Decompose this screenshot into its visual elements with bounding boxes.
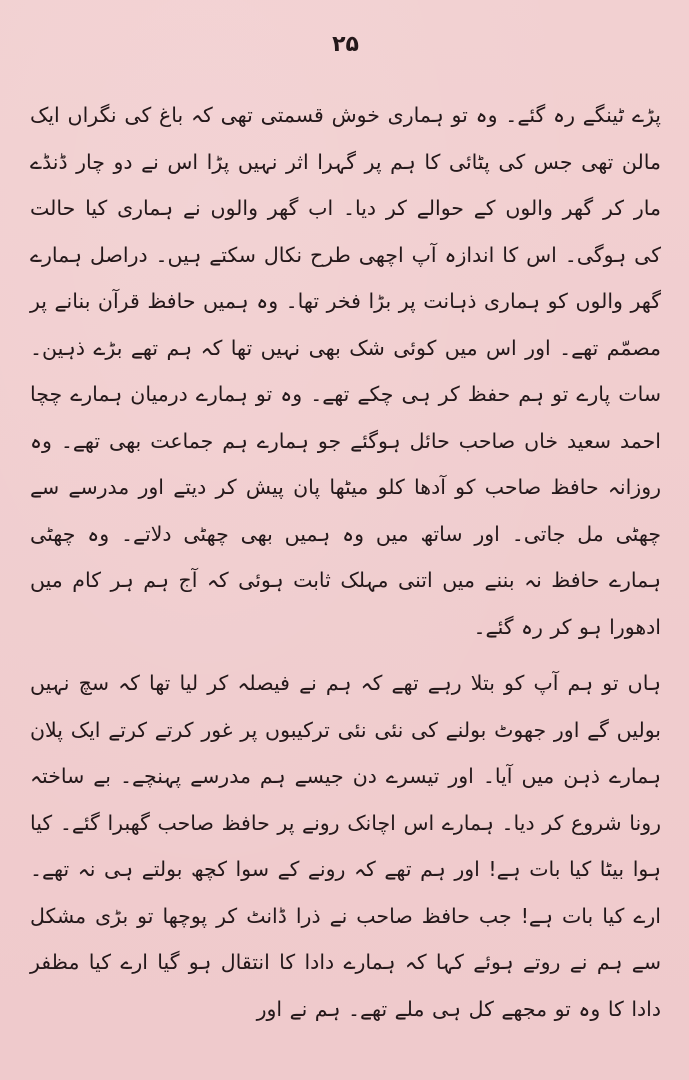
paragraph-2: ہاں تو ہم آپ کو بتلا رہے تھے کہ ہم نے فیصلہ کر لیا تھا کہ سچ نہیں بولیں گے اور جھوٹ بولنے کی نئی نئی ترکیبوں پر غور کرتے کرتے ایک پلان ہمارے ذہن میں آیا۔ اور تیسرے دن جیسے ہم مدرسے پہنچے۔ بے ساختہ رونا شروع کر دیا۔ ہمارے اس اچانک رونے پر حافظ صاحب گھبرا گئے۔ کیا ہوا بیٹا کیا بات ہے! اور ہم تھے کہ رونے کے سوا کچھ بولتے ہی نہ تھے۔ ارے کیا بات ہے! جب حافظ صاحب نے ذرا ڈانٹ کر پوچھا تو بڑی مشکل سے ہم نے روتے ہوئے کہا کہ ہمارے دادا کا انتقال ہو گیا ارے کیا مظفر دادا کا وہ تو مجھے کل ہی ملے تھے۔ ہم نے اور: [30, 671, 661, 1021]
page-number: ۲۵: [332, 32, 359, 57]
paragraph-1: پڑے ٹینگے رہ گئے۔ وہ تو ہماری خوش قسمتی تھی کہ باغ کی نگراں ایک مالن تھی جس کی پٹائی کا ہم پر گہرا اثر نہیں پڑا اس نے دو چار ڈنڈے مار کر گھر والوں کے حوالے کر دیا۔ اب گھر والوں نے ہماری کیا حالت کی ہوگی۔ اس کا اندازہ آپ اچھی طرح نکال سکتے ہیں۔ دراصل ہمارے گھر والوں کو ہماری ذہانت پر بڑا فخر تھا۔ وہ ہمیں حافظ قرآن بنانے پر مصمّم تھے۔ اور اس میں کوئی شک بھی نہیں تھا کہ ہم تھے بڑے ذہین۔ سات پارے تو ہم حفظ کر ہی چکے تھے۔ وہ تو ہمارے درمیان ہمارے چچا احمد سعید خاں صاحب حائل ہوگئے جو ہمارے ہم جماعت بھی تھے۔ وہ روزانہ حافظ صاحب کو آدھا کلو میٹھا پان پیش کر دیتے اور مدرسے سے چھٹی مل جاتی۔ اور ساتھ میں وہ ہمیں بھی چھٹی دلاتے۔ وہ چھٹی ہمارے حافظ نہ بننے میں اتنی مہلک ثابت ہوئی کہ آج ہم ہر کام میں ادھورا ہو کر رہ گئے۔: [30, 103, 661, 639]
